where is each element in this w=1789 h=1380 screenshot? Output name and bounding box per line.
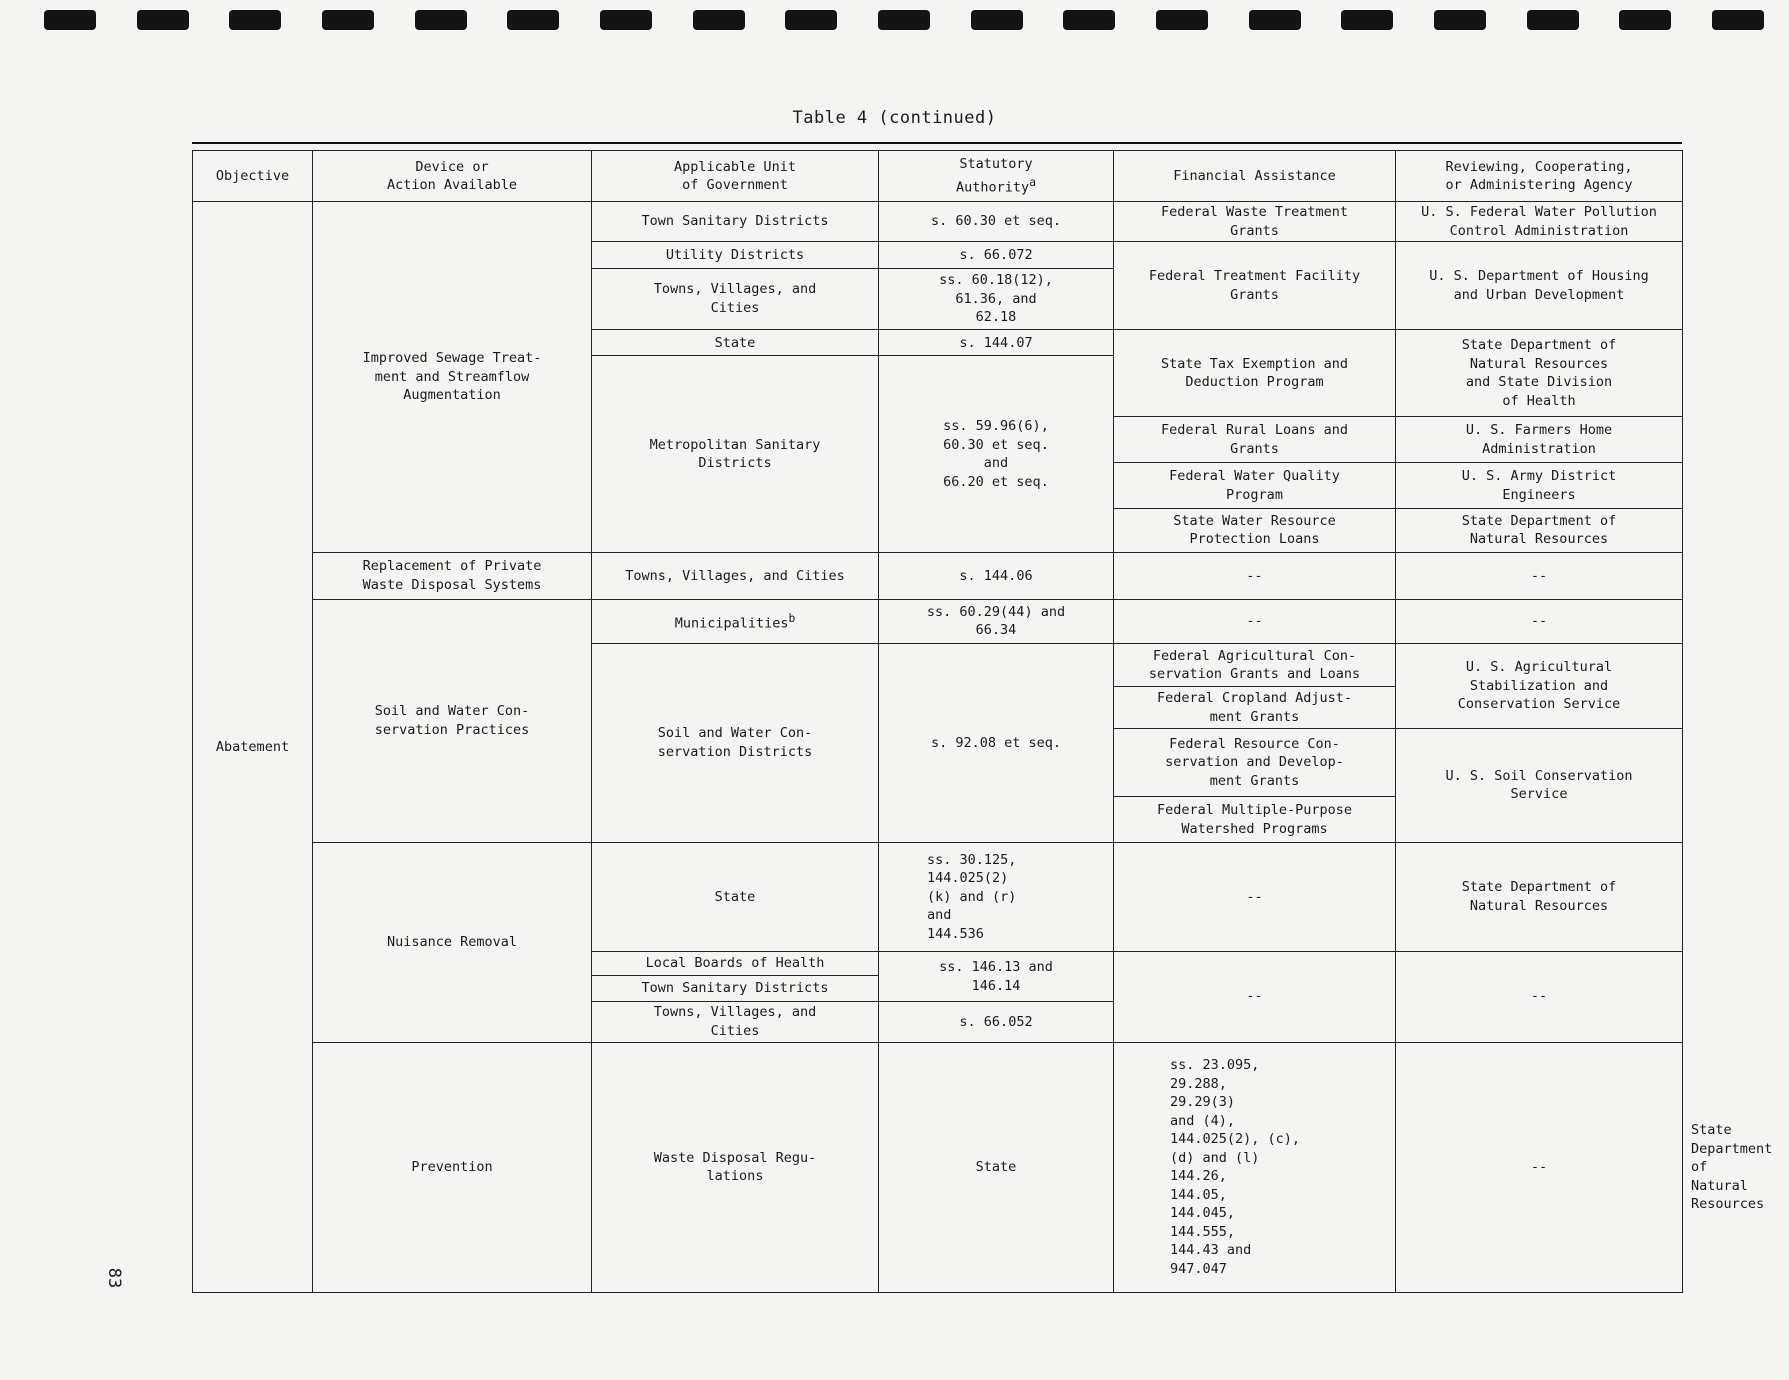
device-soil: Soil and Water Con- servation Practices bbox=[313, 599, 592, 842]
agency-cell: U. S. Federal Water Pollution Control Administration bbox=[1396, 202, 1683, 242]
agency-cell: State Department of Natural Resources and State Division of Health bbox=[1396, 330, 1683, 417]
agency-cell: -- bbox=[1396, 951, 1683, 1042]
unit-soil-districts: Soil and Water Con- servation Districts bbox=[592, 644, 879, 843]
unit-state: State bbox=[879, 1042, 1114, 1292]
binding-hole bbox=[1434, 10, 1486, 30]
binding-hole bbox=[1249, 10, 1301, 30]
binding-hole bbox=[229, 10, 281, 30]
authority-cell: ss. 59.96(6), 60.30 et seq. and 66.20 et seq. bbox=[879, 356, 1114, 553]
financial-cell: Federal Cropland Adjust- ment Grants bbox=[1114, 687, 1396, 728]
binding-hole bbox=[137, 10, 189, 30]
unit-local-boards: Local Boards of Health bbox=[592, 951, 879, 975]
unit-utility: Utility Districts bbox=[592, 242, 879, 268]
financial-cell: Federal Treatment Facility Grants bbox=[1114, 242, 1396, 330]
footnote-b: b bbox=[788, 611, 796, 625]
financial-cell: Federal Waste Treatment Grants bbox=[1114, 202, 1396, 242]
agency-cell: U. S. Army District Engineers bbox=[1396, 463, 1683, 508]
binding-hole bbox=[1712, 10, 1764, 30]
footnote-a: a bbox=[1029, 175, 1036, 189]
unit-town-sanitary: Town Sanitary Districts bbox=[592, 976, 879, 1002]
binding-hole bbox=[1063, 10, 1115, 30]
unit-municipalities-label: Municipalities bbox=[674, 615, 789, 632]
financial-cell: Federal Rural Loans and Grants bbox=[1114, 416, 1396, 462]
authority-cell: s. 60.30 et seq. bbox=[879, 202, 1114, 242]
binding-hole bbox=[1527, 10, 1579, 30]
objective-prevention: Prevention bbox=[313, 1042, 592, 1292]
financial-cell: -- bbox=[1114, 842, 1396, 951]
table-row bbox=[193, 553, 1683, 599]
statutes-table bbox=[192, 150, 1773, 1293]
binding-hole bbox=[1619, 10, 1671, 30]
binding-hole bbox=[1341, 10, 1393, 30]
binding-hole bbox=[415, 10, 467, 30]
agency-cell: U. S. Soil Conservation Service bbox=[1396, 728, 1683, 842]
header-authority-label: Statutory Authority bbox=[956, 156, 1033, 196]
financial-cell: State Water Resource Protection Loans bbox=[1114, 508, 1396, 552]
header-objective: Objective bbox=[193, 151, 313, 202]
unit-state: State bbox=[592, 842, 879, 951]
unit-towns-villages-cities: Towns, Villages, and Cities bbox=[592, 553, 879, 599]
title-rule bbox=[192, 142, 1682, 144]
header-device: Device or Action Available bbox=[313, 151, 592, 202]
financial-cell: State Tax Exemption and Deduction Program bbox=[1114, 330, 1396, 417]
table-row bbox=[193, 842, 1683, 951]
binding-hole bbox=[322, 10, 374, 30]
authority-cell: ss. 146.13 and 146.14 bbox=[879, 951, 1114, 1001]
binding-hole bbox=[878, 10, 930, 30]
binding-hole bbox=[507, 10, 559, 30]
financial-cell: -- bbox=[1114, 553, 1396, 599]
authority-cell: ss. 60.18(12), 61.36, and 62.18 bbox=[879, 268, 1114, 330]
agency-cell: U. S. Farmers Home Administration bbox=[1396, 416, 1683, 462]
unit-towns-villages: Towns, Villages, and Cities bbox=[592, 268, 879, 330]
authority-cell: s. 66.052 bbox=[879, 1002, 1114, 1042]
unit-state: State bbox=[592, 330, 879, 356]
header-unit: Applicable Unit of Government bbox=[592, 151, 879, 202]
device-nuisance: Nuisance Removal bbox=[313, 842, 592, 1042]
objective-abatement: Abatement bbox=[193, 202, 313, 1293]
authority-cell: s. 66.072 bbox=[879, 242, 1114, 268]
financial-cell: Federal Agricultural Con- servation Grants and Loans bbox=[1114, 644, 1396, 687]
agency-cell: State Department of Natural Resources bbox=[1396, 842, 1683, 951]
financial-cell: Federal Resource Con- servation and Develop- ment Grants bbox=[1114, 728, 1396, 797]
binding-hole bbox=[600, 10, 652, 30]
authority-cell: s. 92.08 et seq. bbox=[879, 644, 1114, 843]
unit-town-sanitary: Town Sanitary Districts bbox=[592, 202, 879, 242]
unit-municipalities bbox=[592, 599, 879, 643]
table-title: Table 4 (continued) bbox=[792, 108, 997, 128]
header-financial: Financial Assistance bbox=[1114, 151, 1396, 202]
binding-hole bbox=[971, 10, 1023, 30]
unit-metro: Metropolitan Sanitary Districts bbox=[592, 356, 879, 553]
unit-towns-villages: Towns, Villages, and Cities bbox=[592, 1002, 879, 1042]
table-row bbox=[193, 599, 1683, 643]
authority-cell: ss. 30.125, 144.025(2) (k) and (r) and 144.536 bbox=[879, 842, 1114, 951]
agency-cell: State Department of Natural Resources bbox=[1396, 508, 1683, 552]
page-number: 83 bbox=[104, 1267, 125, 1289]
financial-cell: -- bbox=[1114, 599, 1396, 643]
agency-cell: -- bbox=[1396, 599, 1683, 643]
agency-cell: U. S. Agricultural Stabilization and Conservation Service bbox=[1396, 644, 1683, 729]
device-waste: Waste Disposal Regu- lations bbox=[592, 1042, 879, 1292]
binding-holes bbox=[44, 10, 1764, 32]
device-private: Replacement of Private Waste Disposal Systems bbox=[313, 553, 592, 599]
authority-cell: ss. 23.095, 29.288, 29.29(3) and (4), 144.025(2), (c), (d) and (l) 144.26, 144.05, 144.045, 144.555, 144.43 and 947.047 bbox=[1114, 1042, 1396, 1292]
authority-cell: s. 144.07 bbox=[879, 330, 1114, 356]
financial-cell: Federal Water Quality Program bbox=[1114, 463, 1396, 508]
agency-cell: -- bbox=[1396, 553, 1683, 599]
binding-hole bbox=[785, 10, 837, 30]
financial-cell: -- bbox=[1396, 1042, 1683, 1292]
binding-hole bbox=[1156, 10, 1208, 30]
header-agency: Reviewing, Cooperating, or Administering Agency bbox=[1396, 151, 1683, 202]
device-sewage: Improved Sewage Treat- ment and Streamflow Augmentation bbox=[313, 202, 592, 553]
authority-cell: ss. 60.29(44) and 66.34 bbox=[879, 599, 1114, 643]
financial-cell: Federal Multiple-Purpose Watershed Programs bbox=[1114, 797, 1396, 842]
binding-hole bbox=[44, 10, 96, 30]
binding-hole bbox=[693, 10, 745, 30]
table-row: Prevention Waste Disposal Regu- lations State ss. 23.095, 29.288, 29.29(3) and (4), 144.025(2), (c), (d) and (l) 144.26, 144.05, 144.045, 144.555, 144.43 and 947.047 -- State Department of Natural Resources bbox=[193, 1042, 1683, 1292]
header-authority bbox=[879, 151, 1114, 202]
agency-cell: U. S. Department of Housing and Urban Development bbox=[1396, 242, 1683, 330]
authority-cell: s. 144.06 bbox=[879, 553, 1114, 599]
table-header-row bbox=[193, 151, 1683, 202]
table-row bbox=[193, 202, 1683, 242]
financial-cell: -- bbox=[1114, 951, 1396, 1042]
